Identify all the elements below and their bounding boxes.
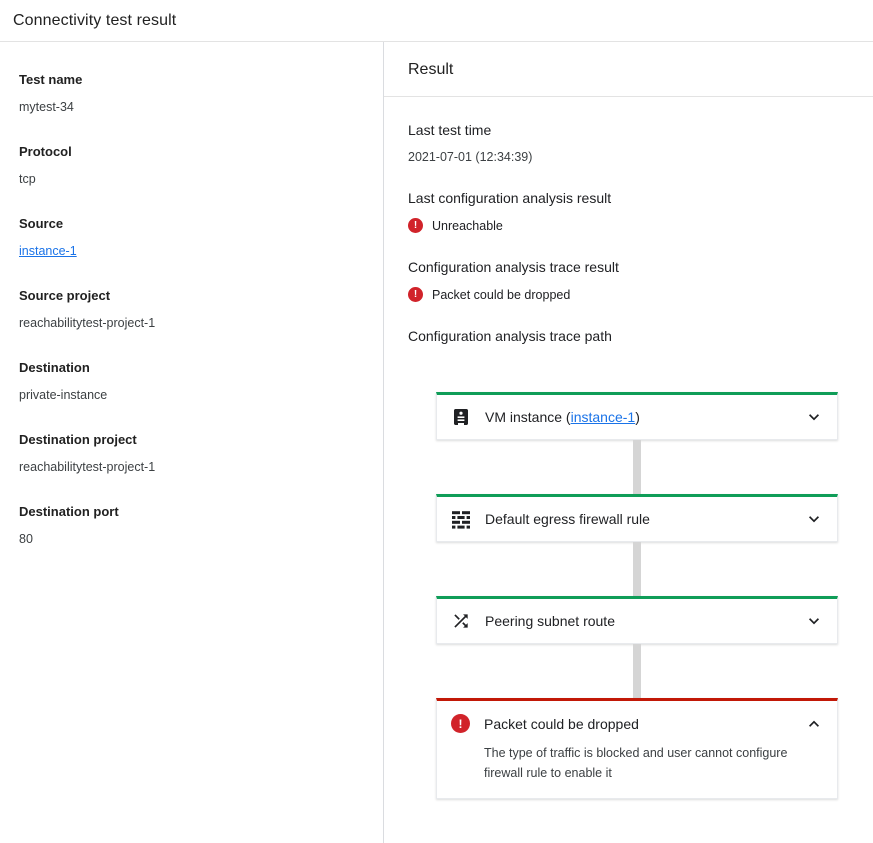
content xyxy=(0,42,873,843)
trace-step-header[interactable] xyxy=(437,395,837,439)
trace-step-header[interactable] xyxy=(437,497,837,541)
vm-instance-icon xyxy=(451,407,471,427)
trace-step-title: VM instance (instance-1) xyxy=(485,409,640,425)
trace-result-label: Configuration analysis trace result xyxy=(408,259,619,275)
field-destination-project xyxy=(19,432,363,474)
chevron-up-icon[interactable] xyxy=(804,714,824,734)
trace-step-firewall-rule xyxy=(436,494,838,542)
trace-result-group xyxy=(408,259,849,302)
trace-step-title: Peering subnet route xyxy=(485,613,615,629)
trace-connector xyxy=(633,440,641,494)
field-source xyxy=(19,216,363,258)
route-icon xyxy=(451,611,471,631)
trace-step-header[interactable] xyxy=(437,599,837,643)
field-source-project xyxy=(19,288,363,330)
field-value: 80 xyxy=(19,532,33,546)
field-label: Destination xyxy=(19,360,90,375)
trace-path xyxy=(436,392,838,799)
analysis-result-label: Last configuration analysis result xyxy=(408,190,612,206)
field-test-name xyxy=(19,72,363,114)
vm-instance-link[interactable]: instance-1 xyxy=(570,409,636,425)
error-icon: ! xyxy=(408,287,423,302)
result-body xyxy=(384,97,873,823)
page-title: Connectivity test result xyxy=(13,11,177,29)
chevron-down-icon[interactable] xyxy=(804,509,824,529)
field-label: Protocol xyxy=(19,144,72,159)
trace-connector xyxy=(633,644,641,698)
field-label: Destination project xyxy=(19,432,137,447)
test-details-panel xyxy=(0,42,384,843)
chevron-down-icon[interactable] xyxy=(804,611,824,631)
trace-path-label: Configuration analysis trace path xyxy=(408,328,612,344)
result-header xyxy=(384,42,873,97)
trace-step-vm-instance xyxy=(436,392,838,440)
source-instance-link[interactable]: instance-1 xyxy=(19,244,77,258)
result-title: Result xyxy=(408,61,454,78)
trace-result-value: Packet could be dropped xyxy=(432,287,571,302)
trace-connector xyxy=(633,542,641,596)
last-test-time-value: 2021-07-01 (12:34:39) xyxy=(408,150,533,164)
last-test-time-label: Last test time xyxy=(408,122,492,138)
trace-step-title: Default egress firewall rule xyxy=(485,511,650,527)
analysis-result-value: Unreachable xyxy=(432,218,503,233)
analysis-result-group xyxy=(408,190,849,233)
field-protocol xyxy=(19,144,363,186)
error-icon: ! xyxy=(408,218,423,233)
field-value: mytest-34 xyxy=(19,100,74,114)
firewall-icon xyxy=(451,509,471,529)
field-value: tcp xyxy=(19,172,36,186)
field-label: Source project xyxy=(19,288,111,303)
page-header xyxy=(0,0,873,42)
trace-step-description: The type of traffic is blocked and user cannot configure firewall rule to enable it xyxy=(484,746,788,780)
chevron-down-icon[interactable] xyxy=(804,407,824,427)
trace-step-packet-dropped xyxy=(436,698,838,799)
field-value: reachabilitytest-project-1 xyxy=(19,460,156,474)
trace-step-title: Packet could be dropped xyxy=(484,716,639,732)
field-value: reachabilitytest-project-1 xyxy=(19,316,156,330)
field-label: Test name xyxy=(19,72,83,87)
last-test-time-group xyxy=(408,122,849,164)
field-destination xyxy=(19,360,363,402)
field-value: private-instance xyxy=(19,388,108,402)
result-panel xyxy=(384,42,873,843)
field-label: Destination port xyxy=(19,504,119,519)
field-destination-port xyxy=(19,504,363,546)
trace-step-peering-route xyxy=(436,596,838,644)
field-label: Source xyxy=(19,216,64,231)
error-icon: ! xyxy=(451,714,470,733)
